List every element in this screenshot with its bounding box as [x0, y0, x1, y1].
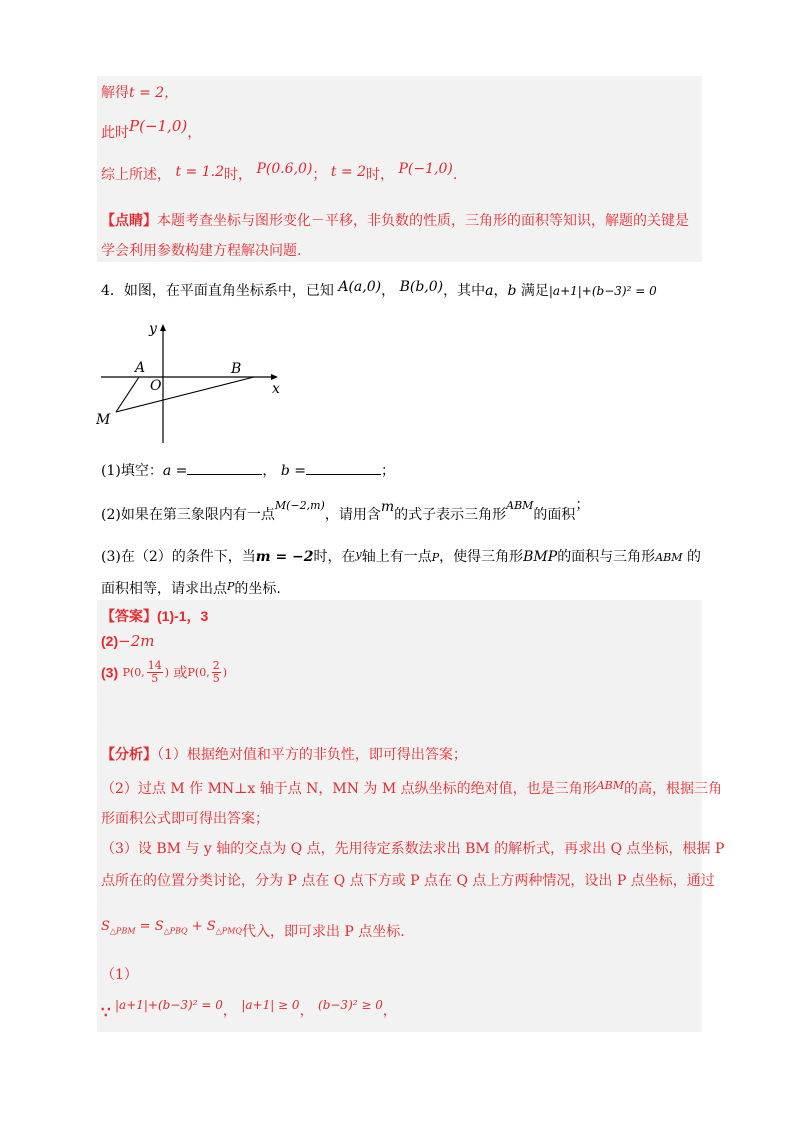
answer-3-prefix: (3)	[101, 664, 119, 681]
analysis-line-6	[101, 915, 405, 940]
blank-a	[187, 462, 262, 475]
fraction-den-1: 5	[151, 672, 159, 685]
sub2-mid: ，请用含	[324, 507, 381, 523]
sub2-line	[101, 497, 590, 523]
label-b: B	[231, 361, 242, 377]
y-axis-arrow	[160, 324, 166, 331]
sub3-prefix: (3)在（2）的条件下，当	[101, 549, 256, 565]
sub3-mid: 时，在	[313, 549, 356, 565]
answer-3-p1-pre: P(0,	[122, 666, 145, 679]
analysis-line-8	[101, 994, 397, 1021]
question-mid: ，其中	[443, 283, 486, 299]
case1-point: P(0.6,0)	[256, 161, 313, 177]
fraction-2-5	[212, 660, 221, 685]
because-icon: ∵	[101, 1003, 111, 1021]
sub3-line	[101, 546, 701, 566]
then-label: 此时	[101, 125, 129, 141]
x-axis-arrow	[271, 374, 278, 380]
analysis-text-6: 代入，即可求出 P 点坐标.	[241, 924, 405, 940]
analysis-line-4	[101, 838, 724, 858]
sub1-a: a =	[162, 463, 188, 479]
label-a: A	[135, 360, 146, 376]
sub3-cond: m = −2	[255, 549, 314, 565]
area-s1: S	[101, 919, 110, 934]
analysis-text-5: 点所在的位置分类讨论，分为 P 点在 Q 点下方或 P 点在 Q 点上方两种情况，设出 P 点坐标，通过	[101, 873, 715, 889]
sub3-p2: P	[227, 580, 235, 593]
sub3-mid3: ，使得三角形	[439, 549, 524, 565]
point-b: B(b,0)	[399, 279, 444, 295]
sub1-prefix: (1)填空：	[101, 463, 163, 479]
sub2-mid2: 的式子表示三角形	[394, 507, 507, 523]
expr-comma-3: ，	[382, 1003, 397, 1019]
sub3-p: P	[431, 551, 440, 564]
analysis-text-7: （1）	[101, 967, 138, 983]
label-y: y	[149, 321, 157, 337]
answer-tag: 【答案】	[101, 609, 157, 625]
area-formula	[101, 919, 242, 934]
sub2-point-m: M(−2,m)	[274, 499, 325, 512]
answer-1: (1)-1，3	[157, 608, 209, 624]
analysis-text-3: 形面积公式即可得出答案；	[101, 811, 269, 827]
case2-point: P(−1,0)	[398, 161, 453, 177]
area-eq: =	[135, 919, 155, 934]
answer-2-expr: −2m	[118, 632, 155, 650]
fraction-num-1: 14	[147, 659, 162, 672]
analysis-text-2b: 的高，根据三角	[623, 781, 722, 797]
fraction-den-2: 5	[212, 672, 220, 685]
then-line	[101, 116, 202, 141]
answer-line-3	[101, 660, 227, 685]
answer-3-or: 或	[173, 665, 188, 682]
analysis-line-5	[101, 870, 715, 890]
solve-line	[101, 82, 178, 102]
fraction-14-5	[147, 660, 163, 685]
comment-tag: 【点睛】	[101, 213, 157, 229]
sub2-abm: ABM	[506, 499, 534, 512]
comment-line-1	[101, 210, 689, 230]
then-point: P(−1,0)	[129, 117, 188, 135]
summary-line	[101, 161, 458, 184]
sub3-line2-text: 面积相等，请求出点	[101, 581, 227, 597]
sub3-bmp: BMP	[523, 549, 558, 565]
sub3-line2-end: 的坐标.	[234, 581, 281, 597]
comment-text-2: 学会利用参数构建方程解决问题.	[101, 243, 302, 259]
condition: |a+1|+(b−3)² = 0	[548, 284, 657, 298]
comment-line-2	[101, 240, 301, 260]
solve-eq: t = 2，	[129, 85, 179, 101]
area-s2-sub: △PBQ	[163, 926, 188, 936]
coordinate-figure	[96, 318, 296, 448]
sub2-prefix: (2)如果在第三象限内有一点	[101, 507, 275, 523]
fraction-num-2: 2	[212, 659, 220, 672]
sub1-line	[101, 460, 395, 480]
sub2-end: 的面积	[533, 507, 576, 523]
analysis-text-4: （3）设 BM 与 y 轴的交点为 Q 点，先用待定系数法求出 BM 的解析式，再求出 Q 点坐标，根据 P	[101, 841, 725, 857]
sep: ；	[312, 167, 327, 183]
analysis-text-2a: （2）过点 M 作 MN⊥x 轴于点 N，MN 为 M 点纵坐标的绝对值，也是三角形	[101, 781, 597, 797]
time-word-2: 时，	[366, 167, 395, 183]
analysis-line-2	[101, 778, 722, 798]
label-m: M	[96, 412, 111, 428]
expr-2: |a+1| ≥ 0	[241, 998, 300, 1012]
sub2-m: m	[380, 499, 395, 515]
analysis-tag: 【分析】	[101, 747, 157, 763]
answer-line-2	[101, 632, 154, 650]
then-comma: ，	[187, 125, 202, 141]
answer-3-p2-post: )	[222, 666, 228, 679]
sub3-line-2	[101, 578, 281, 598]
expr-3: (b−3)² ≥ 0	[318, 998, 383, 1012]
expr-comma-2: ，	[299, 1003, 314, 1019]
sub3-mid4: 的面积与三角形	[557, 549, 656, 565]
area-s3: S	[206, 919, 216, 934]
end-dot: .	[452, 167, 458, 183]
area-s3-sub: △PMQ	[215, 926, 242, 936]
sub3-y: y	[355, 548, 362, 561]
expr-comma-1: ，	[222, 1003, 237, 1019]
var-b: b	[507, 283, 517, 299]
sub3-abm: ABM	[655, 551, 683, 564]
label-x: x	[272, 381, 280, 397]
case1-t: t = 1.2	[175, 164, 224, 180]
blank-b	[306, 462, 381, 475]
sub3-mid2: 轴上有一点	[361, 549, 432, 565]
analysis-line-1	[101, 744, 467, 764]
point-a: A(a,0)	[338, 279, 382, 295]
comma-2: ，	[493, 283, 508, 299]
comma-1: ，	[381, 283, 396, 299]
area-plus: +	[187, 919, 207, 934]
analysis-text-1: （1）根据绝对值和平方的非负性，即可得出答案；	[157, 747, 467, 763]
answer-line-1	[101, 606, 208, 626]
answer-2-prefix: (2)	[101, 633, 119, 649]
summary-label: 综上所述，	[101, 167, 171, 183]
var-a: a	[485, 283, 494, 299]
question-text: 4．如图，在平面直角坐标系中，已知	[101, 283, 334, 299]
answer-3-p2-pre: P(0,	[187, 666, 210, 679]
area-s2: S	[154, 919, 164, 934]
analysis-abm: ABM	[596, 779, 624, 792]
sub1-b: b =	[280, 463, 306, 479]
sub3-end: 的	[686, 549, 701, 565]
sub2-semi: ；	[575, 497, 590, 513]
analysis-line-7	[101, 964, 138, 984]
question-line	[101, 280, 657, 300]
analysis-line-3	[101, 808, 269, 828]
satisfy-word: 满足	[520, 283, 549, 299]
sub1-end: ；	[380, 463, 395, 479]
area-s1-sub: △PBM	[109, 926, 136, 936]
solve-label: 解得	[101, 85, 129, 101]
time-word-1: 时，	[223, 167, 252, 183]
expr-1: |a+1|+(b−3)² = 0	[115, 998, 223, 1012]
sub1-comma: ，	[262, 463, 277, 479]
comment-text-1: 本题考查坐标与图形变化－平移，非负数的性质，三角形的面积等知识，解题的关键是	[157, 213, 689, 229]
case2-t: t = 2	[330, 164, 367, 180]
segment-mb	[116, 377, 254, 412]
answer-3-p1-post: )	[164, 666, 170, 679]
label-o: O	[150, 378, 162, 394]
